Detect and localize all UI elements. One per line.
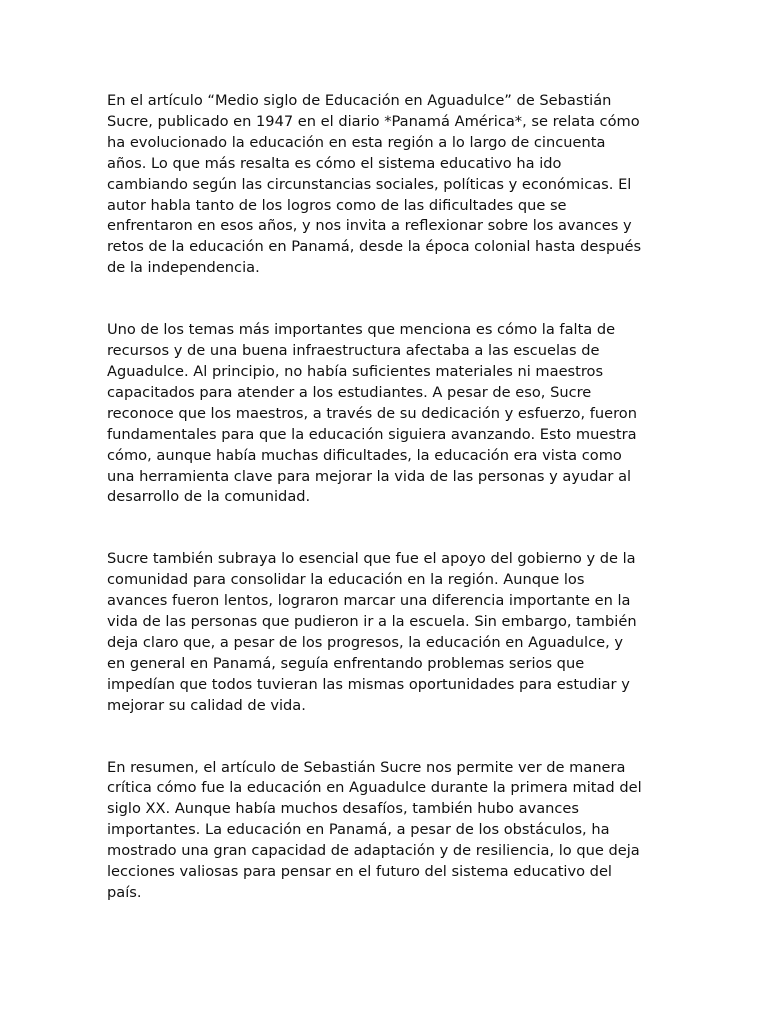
paragraph-1: En el artículo “Medio siglo de Educación en Aguadulce” de Sebastián Sucre, publicado en 1947 en el diario *Panamá América*, se relata cómo ha evolucionado la educación en esta región a lo largo de cincuenta años. Lo que más resalta es cómo el sistema educativo ha ido cambiando según las circunstancias sociales, políticas y económicas. El autor habla tanto de los logros como de las dificultades que se enfrentaron en esos años, y nos invita a reflexionar sobre los avances y retos de la educación en Panamá, desde la época colonial hasta después de la independencia. (107, 92, 642, 277)
paragraph-2: Uno de los temas más importantes que menciona es cómo la falta de recursos y de una buena infraestructura afectaba a las escuelas de Aguadulce. Al principio, no había suficientes materiales ni maestros capacitados para atender a los estudiantes. A pesar de eso, Sucre reconoce que los maestros, a través de su dedicación y esfuerzo, fueron fundamentales para que la educación siguiera avanzando. Esto muestra cómo, aunque había muchas dificultades, la educación era vista como una herramienta clave para mejorar la vida de las personas y ayudar al desarrollo de la comunidad. (107, 321, 637, 506)
paragraph-3: Sucre también subraya lo esencial que fue el apoyo del gobierno y de la comunidad para consolidar la educación en la región. Aunque los avances fueron lentos, lograron marcar una diferencia importante en la vida de las personas que pudieron ir a la escuela. Sin embargo, también deja claro que, a pesar de los progresos, la educación en Aguadulce, y en general en Panamá, seguía enfrentando problemas serios que impedían que todos tuvieran las mismas oportunidades para estudiar y mejorar su calidad de vida. (107, 550, 637, 714)
document-body (107, 91, 707, 904)
paragraph-4: En resumen, el artículo de Sebastián Sucre nos permite ver de manera crítica cómo fue la educación en Aguadulce durante la primera mitad del siglo XX. Aunque había muchos desafíos, también hubo avances importantes. La educación en Panamá, a pesar de los obstáculos, ha mostrado una gran capacidad de adaptación y de resiliencia, lo que deja lecciones valiosas para pensar en el futuro del sistema educativo del país. (107, 758, 642, 901)
